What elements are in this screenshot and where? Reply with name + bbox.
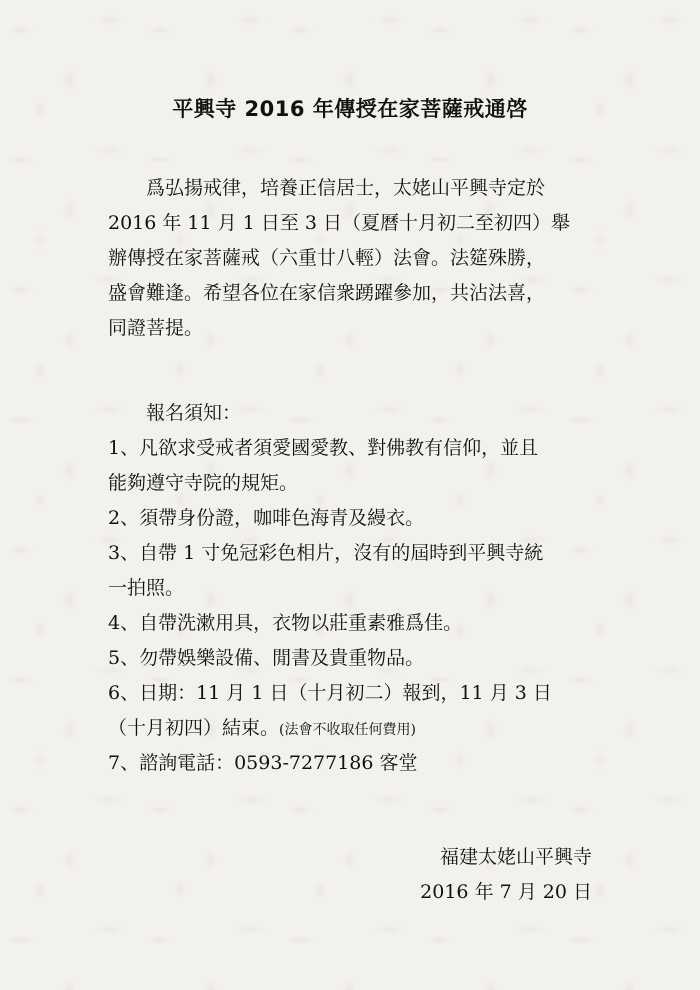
intro-line: 盛會難逢。希望各位在家信衆踴躍參加，共沾法喜， [108, 282, 546, 304]
notice-section [108, 396, 608, 781]
intro-line: 辦傳授在家菩薩戒（六重廿八輕）法會。法筵殊勝， [108, 247, 546, 269]
intro-line: 同證菩提。 [108, 317, 204, 339]
notice-item: 2、須帶身份證，咖啡色海青及縵衣。 [108, 507, 425, 529]
notice-item: 能夠遵守寺院的規矩。 [108, 472, 299, 494]
document-title: 平興寺 2016 年傳授在家菩薩戒通啓 [172, 97, 528, 121]
intro-line: 爲弘揚戒律，培養正信居士，太姥山平興寺定於 [108, 177, 546, 199]
notice-heading: 報名須知： [108, 402, 242, 424]
notice-item: 一拍照。 [108, 577, 185, 599]
notice-item: 5、勿帶娛樂設備、閒書及貴重物品。 [108, 647, 425, 669]
notice-item: 1、凡欲求受戒者須愛國愛教、對佛教有信仰，並且 [108, 437, 539, 459]
intro-line: 2016 年 11 月 1 日至 3 日（夏曆十月初二至初四）舉 [108, 212, 570, 234]
notice-item: 4、自帶洗漱用具，衣物以莊重素雅爲佳。 [108, 612, 463, 634]
date: 2016 年 7 月 20 日 [420, 881, 592, 903]
item6-cont-text: （十月初四）結束。 [108, 717, 280, 739]
intro-paragraph [108, 171, 608, 346]
notice-item-7: 7、諮詢電話：0593-7277186 客堂 [108, 752, 418, 774]
notice-item-6-continued [108, 711, 608, 746]
free-of-charge-note: (法會不收取任何費用) [279, 722, 416, 738]
signature: 福建太姥山平興寺 [439, 846, 592, 868]
notice-item: 6、日期：11 月 1 日（十月初二）報到，11 月 3 日 [108, 682, 552, 704]
notice-item: 3、自帶 1 寸免冠彩色相片，沒有的屆時到平興寺統 [108, 542, 544, 564]
